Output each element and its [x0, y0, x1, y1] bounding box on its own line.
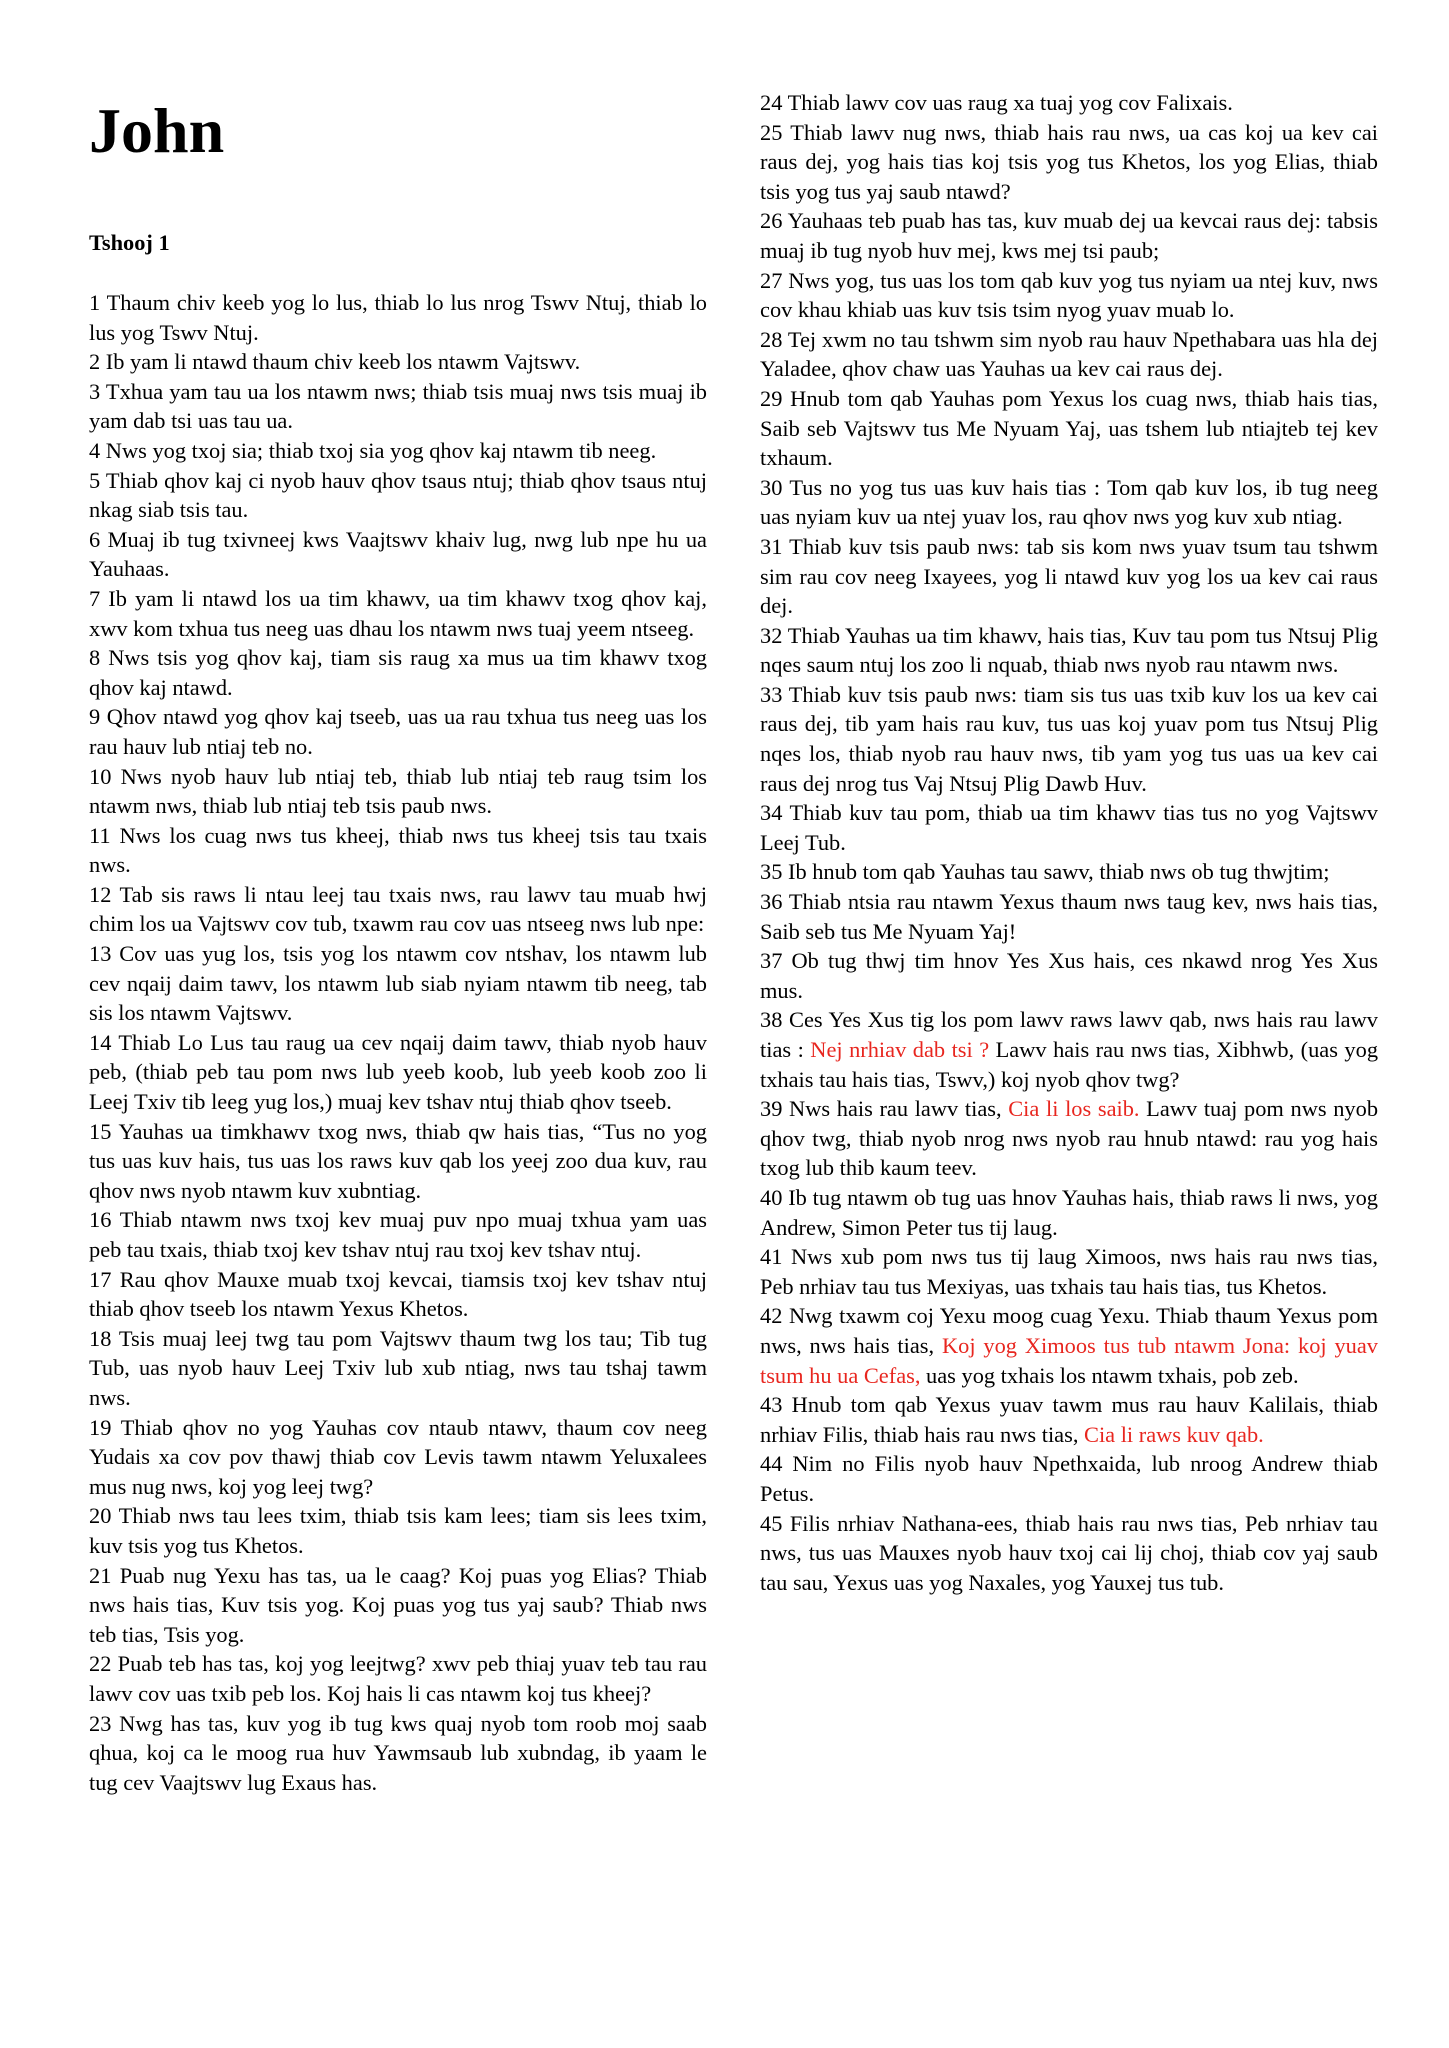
- verse: [760, 887, 1378, 946]
- verse-text: 28 Tej xwm no tau tshwm sim nyob rau hauv Npethabara uas hla dej Yaladee, qhov chaw uas Yauhas ua kev cai raus dej.: [760, 326, 1378, 382]
- verse: [760, 532, 1378, 621]
- verse-text: 1 Thaum chiv keeb yog lo lus, thiab lo lus nrog Tswv Ntuj, thiab lo lus yog Tswv Ntuj.: [89, 290, 707, 345]
- verse: [89, 880, 707, 939]
- verse-red-text: Cia li raws kuv qab.: [1084, 1421, 1264, 1447]
- verse-text: 9 Qhov ntawd yog qhov kaj tseeb, uas ua rau txhua tus neeg uas los rau hauv lub ntiaj teb no.: [89, 704, 707, 759]
- verse: [89, 702, 707, 761]
- verse-text: 13 Cov uas yug los, tsis yog los ntawm cov ntshav, los ntawm lub cev nqaij daim tawv, los ntawm lub siab nyiam ntawm tib neeg, tab sis los ntawm Vajtswv.: [89, 941, 707, 1026]
- verse-text: 2 Ib yam li ntawd thaum chiv keeb los ntawm Vajtswv.: [89, 349, 581, 375]
- verse: [760, 1094, 1378, 1183]
- verse: [760, 1509, 1378, 1598]
- verse-text: 40 Ib tug ntawm ob tug uas hnov Yauhas hais, thiab raws li nws, yog Andrew, Simon Peter tus tij laug.: [760, 1184, 1378, 1240]
- verse-text: 42 Nwg txawm coj Yexu moog cuag Yexu. Thiab thaum Yexus pom nws, nws hais tias,: [760, 1303, 1378, 1358]
- verse: [760, 1449, 1378, 1508]
- verse-text: 16 Thiab ntawm nws txoj kev muaj puv npo muaj txhua yam uas peb tau txais, thiab txoj kev tshav ntuj rau txoj kev tshav ntuj.: [89, 1207, 707, 1262]
- verse-text: 20 Thiab nws tau lees txim, thiab tsis kam lees; tiam sis lees txim, kuv tsis yog tus Khetos.: [89, 1503, 707, 1558]
- verse-text: 41 Nws xub pom nws tus tij laug Ximoos, nws hais rau nws tias, Peb nrhiav tau tus Mexiyas, uas txhais tau hais tias, tus Khetos.: [760, 1244, 1378, 1299]
- verse: [760, 798, 1378, 857]
- verse: [760, 1390, 1378, 1449]
- verse: [89, 1413, 707, 1502]
- verse: [760, 1301, 1378, 1390]
- verse-text: 25 Thiab lawv nug nws, thiab hais rau nws, ua cas koj ua kev cai raus dej, yog hais tias koj tsis yog tus Khetos, los yog Elias, thiab tsis yog tus yaj saub ntawd?: [760, 119, 1378, 204]
- verse: [89, 1649, 707, 1708]
- verse: [89, 466, 707, 525]
- verse-text: 43 Hnub tom qab Yexus yuav tawm mus rau hauv Kalilais, thiab nrhiav Filis, thiab hais rau nws tias,: [760, 1392, 1378, 1447]
- verse: [89, 1709, 707, 1798]
- verse: [89, 643, 707, 702]
- verse-text: 21 Puab nug Yexu has tas, ua le caag? Koj puas yog Elias? Thiab nws hais tias, Kuv tsis yog. Koj puas yog tus yaj saub? Thiab nws teb tias, Tsis yog.: [89, 1562, 707, 1647]
- verse: [89, 1205, 707, 1264]
- verse: [89, 939, 707, 1028]
- verse: [89, 436, 707, 466]
- verse-text: 17 Rau qhov Mauxe muab txoj kevcai, tiamsis txoj kev tshav ntuj thiab qhov tseeb los ntawm Yexus Khetos.: [89, 1266, 707, 1322]
- verse-text: Lawv hais rau nws tias, Xibhwb, (uas yog txhais tau hais tias, Tswv,) koj nyob qhov twg?: [760, 1037, 1379, 1092]
- verse: [89, 1265, 707, 1324]
- verse: [89, 1028, 707, 1117]
- verse-text: 7 Ib yam li ntawd los ua tim khawv, ua tim khawv txog qhov kaj, xwv kom txhua tus neeg uas dhau los ntawm nws tuaj yeem ntseeg.: [89, 585, 707, 641]
- verse: [89, 1117, 707, 1206]
- verse-text: 26 Yauhaas teb puab has tas, kuv muab dej ua kevcai raus dej: tabsis muaj ib tug nyob huv mej, kws mej tsi paub;: [760, 208, 1378, 263]
- verses-right: [760, 88, 1378, 1597]
- verse-text: 10 Nws nyob hauv lub ntiaj teb, thiab lub ntiaj teb raug tsim los ntawm nws, thiab lub ntiaj teb tsis paub nws.: [89, 763, 707, 819]
- verse-text: 34 Thiab kuv tau pom, thiab ua tim khawv tias tus no yog Vajtswv Leej Tub.: [760, 800, 1378, 855]
- verse: [89, 584, 707, 643]
- verse-text: 38 Ces Yes Xus tig los pom lawv raws lawv qab, nws hais rau lawv tias :: [760, 1007, 1378, 1062]
- verse-text: 4 Nws yog txoj sia; thiab txoj sia yog qhov kaj ntawm tib neeg.: [89, 437, 657, 463]
- verse-text: 3 Txhua yam tau ua los ntawm nws; thiab tsis muaj nws tsis muaj ib yam dab tsi uas tau ua.: [89, 378, 707, 434]
- verse: [760, 118, 1378, 207]
- verse: [760, 473, 1378, 532]
- verse: [760, 680, 1378, 798]
- verse: [89, 525, 707, 584]
- verse: [760, 384, 1378, 473]
- verse: [89, 347, 707, 377]
- verse: [760, 266, 1378, 325]
- verse: [760, 857, 1378, 887]
- verse-text: 8 Nws tsis yog qhov kaj, tiam sis raug xa mus ua tim khawv txog qhov kaj ntawd.: [89, 645, 707, 700]
- verse: [760, 946, 1378, 1005]
- verse-red-text: Cia li los saib.: [1008, 1096, 1140, 1122]
- verses-left: [89, 288, 707, 1797]
- verse: [760, 1183, 1378, 1242]
- verse-text: 24 Thiab lawv cov uas raug xa tuaj yog cov Falixais.: [760, 90, 1233, 115]
- verse-text: 5 Thiab qhov kaj ci nyob hauv qhov tsaus ntuj; thiab qhov tsaus ntuj nkag siab tsis tau.: [89, 467, 707, 523]
- verse-text: 12 Tab sis raws li ntau leej tau txais nws, rau lawv tau muab hwj chim los ua Vajtswv cov tub, txawm rau cov uas ntseeg nws lub npe:: [89, 881, 707, 937]
- verse-text: Lawv tuaj pom nws nyob qhov twg, thiab nyob nrog nws nyob rau hnub ntawd: rau yog hais txog lub thib kaum teev.: [760, 1096, 1379, 1181]
- verse: [89, 1501, 707, 1560]
- verse-text: 19 Thiab qhov no yog Yauhas cov ntaub ntawv, thaum cov neeg Yudais xa cov pov thawj thiab cov Levis tawm ntawm Yeluxalees mus nug nws, koj yog leej twg?: [89, 1414, 707, 1499]
- verse: [760, 1242, 1378, 1301]
- verse: [760, 88, 1378, 118]
- verse-text: 33 Thiab kuv tsis paub nws: tiam sis tus uas txib kuv los ua kev cai raus dej, tib yam hais rau kuv, tus uas koj yuav pom tus Ntsuj Plig nqes los, thiab nyob rau hauv nws, tib yam yog tus uas ua kev cai raus dej nrog tus Vaj Ntsuj Plig Dawb Huv.: [760, 681, 1378, 796]
- verse: [760, 621, 1378, 680]
- verse: [89, 288, 707, 347]
- chapter-heading: Tshooj 1: [89, 230, 170, 255]
- verse-text: 37 Ob tug thwj tim hnov Yes Xus hais, ces nkawd nrog Yes Xus mus.: [760, 948, 1378, 1003]
- verse-text: 44 Nim no Filis nyob hauv Npethxaida, lub nroog Andrew thiab Petus.: [760, 1451, 1378, 1506]
- verse-text: 18 Tsis muaj leej twg tau pom Vajtswv thaum twg los tau; Tib tug Tub, uas nyob hauv Leej Txiv lub xub ntiag, nws tau tshaj tawm nws.: [89, 1325, 707, 1410]
- verse-text: 31 Thiab kuv tsis paub nws: tab sis kom nws yuav tsum tau tshwm sim rau cov neeg Ixayees, yog li ntawd kuv yog los ua kev cai raus dej.: [760, 533, 1378, 619]
- verse-text: 23 Nwg has tas, kuv yog ib tug kws quaj nyob tom roob moj saab qhua, koj ca le moog rua huv Yawmsaub lub xubndag, ib yaam le tug cev Vaajtswv lug Exaus has.: [89, 1710, 707, 1795]
- verse: [89, 1561, 707, 1650]
- verse: [760, 325, 1378, 384]
- verse-text: 22 Puab teb has tas, koj yog leejtwg? xwv peb thiaj yuav teb tau rau lawv cov uas txib peb los. Koj hais li cas ntawm koj tus kheej?: [89, 1651, 707, 1706]
- verse-text: 45 Filis nrhiav Nathana-ees, thiab hais rau nws tias, Peb nrhiav tau nws, tus uas Mauxes nyob hauv txoj cai lij choj, thiab cov yaj saub tau sau, Yexus uas yog Naxales, yog Yauxej tus tub.: [760, 1510, 1378, 1595]
- verse: [760, 206, 1378, 265]
- verse-text: 14 Thiab Lo Lus tau raug ua cev nqaij daim tawv, thiab nyob hauv peb, (thiab peb tau pom nws lub yeeb koob, lub yeeb koob zoo li Leej Txiv tib leeg yug los,) muaj kev tshav ntuj thiab qhov tseeb.: [89, 1029, 707, 1115]
- verse: [89, 762, 707, 821]
- verse-text: 30 Tus no yog tus uas kuv hais tias : Tom qab kuv los, ib tug neeg uas nyiam kuv ua ntej yuav los, rau qhov nws yog kuv xub ntiag.: [760, 474, 1378, 530]
- verse-red-text: Koj yog Ximoos tus tub ntawm Jona: koj yuav tsum hu ua Cefas,: [760, 1332, 1378, 1388]
- verse-text: 39 Nws hais rau lawv tias,: [760, 1096, 1009, 1122]
- verse-text: 6 Muaj ib tug txivneej kws Vaajtswv khaiv lug, nwg lub npe hu ua Yauhaas.: [89, 526, 707, 582]
- verse-text: 32 Thiab Yauhas ua tim khawv, hais tias, Kuv tau pom tus Ntsuj Plig nqes saum ntuj los zoo li nquab, thiab nws nyob rau ntawm nws.: [760, 622, 1378, 678]
- verse-text: 11 Nws los cuag nws tus kheej, thiab nws tus kheej tsis tau txais nws.: [89, 822, 707, 878]
- verse-text: 27 Nws yog, tus uas los tom qab kuv yog tus nyiam ua ntej kuv, nws cov khau khiab uas kuv tsis tsim nyog yuav muab lo.: [760, 267, 1378, 323]
- verse-text: 36 Thiab ntsia rau ntawm Yexus thaum nws taug kev, nws hais tias, Saib seb tus Me Nyuam Yaj!: [760, 889, 1378, 944]
- verse-text: 29 Hnub tom qab Yauhas pom Yexus los cuag nws, thiab hais tias, Saib seb Vajtswv tus Me Nyuam Yaj, uas tshem lub ntiajteb tej kev txhaum.: [760, 385, 1378, 471]
- verse-text: 35 Ib hnub tom qab Yauhas tau sawv, thiab nws ob tug thwjtim;: [760, 859, 1330, 885]
- verse: [89, 1324, 707, 1413]
- verse: [89, 377, 707, 436]
- verse: [89, 821, 707, 880]
- verse-red-text: Nej nrhiav dab tsi ?: [810, 1037, 990, 1062]
- book-title: John: [89, 95, 225, 166]
- verse-text: 15 Yauhas ua timkhawv txog nws, thiab qw hais tias, “Tus no yog tus uas kuv hais, tus uas los raws kuv qab los yeej zoo dua kuv, rau qhov nws nyob ntawm kuv xubntiag.: [89, 1118, 707, 1203]
- verse: [760, 1005, 1378, 1094]
- verse-text: uas yog txhais los ntawm txhais, pob zeb.: [920, 1362, 1299, 1388]
